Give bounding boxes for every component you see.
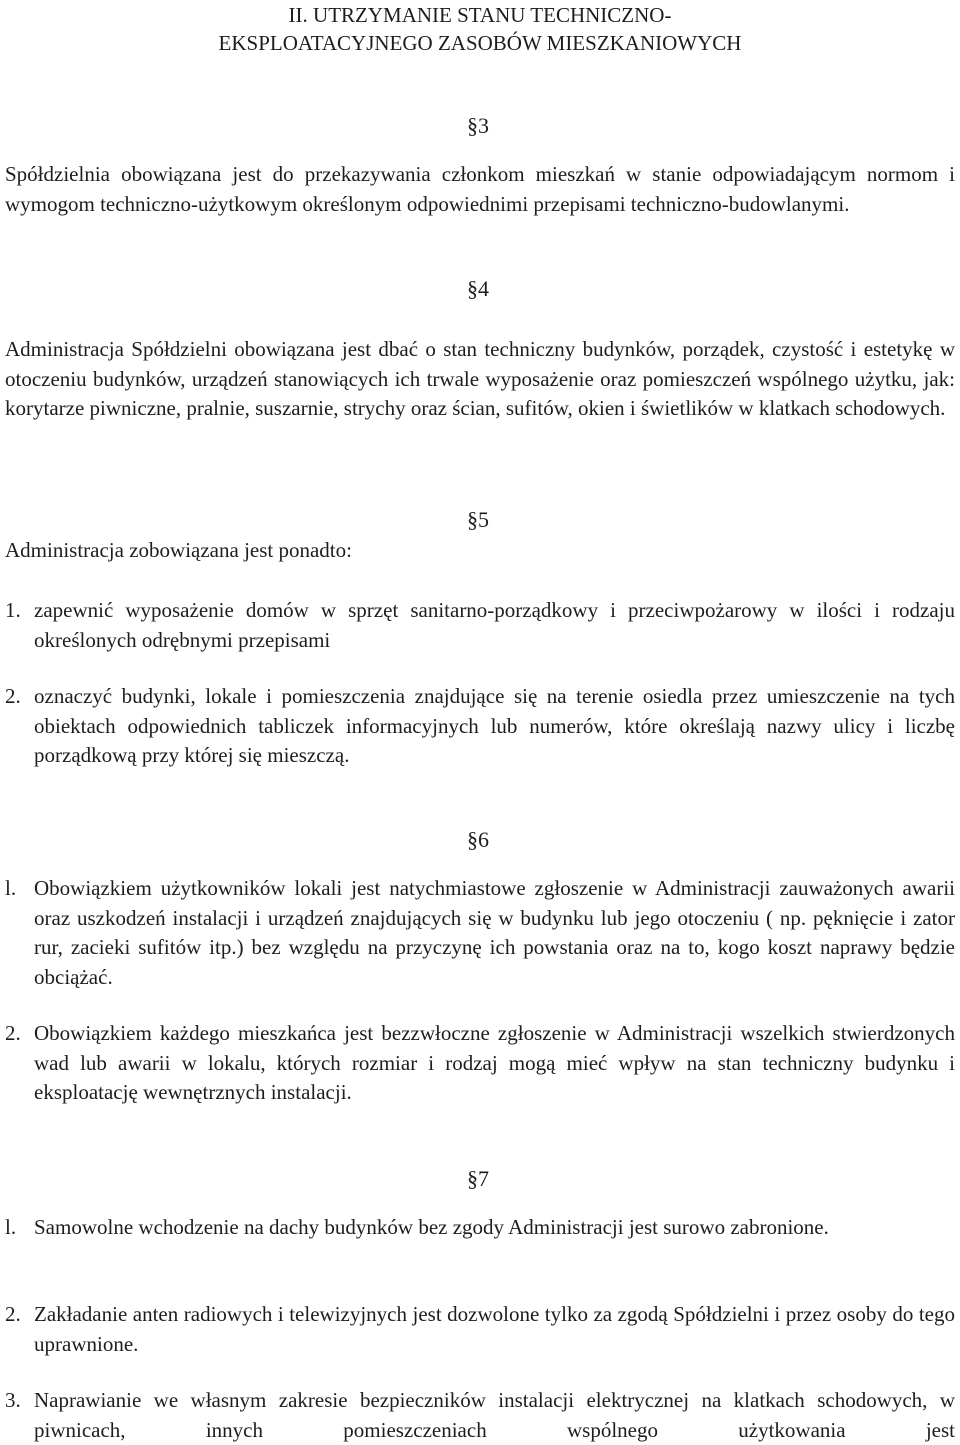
list-item-text: Naprawianie we własnym zakresie bezpieczników instalacji elektrycznej na klatkach schodowych, w piwnicach, innych pomieszczeniach wspólnego użytkowania jest <box>34 1388 955 1442</box>
list-item-text: Obowiązkiem każdego mieszkańca jest bezzwłoczne zgłoszenie w Administracji wszelkich stwierdzonych wad lub awarii w lokalu, których rozmiar i rodzaj mogą mieć wpływ na stan techniczny budynku i eksploatację wewnętrznych instalacji. <box>34 1021 955 1105</box>
section-5-item-2 <box>5 682 955 771</box>
chapter-title-line-2: EKSPLOATACYJNEGO ZASOBÓW MIESZKANIOWYCH <box>218 31 742 55</box>
section-7-item-1 <box>5 1213 955 1243</box>
list-item-text: Zakładanie anten radiowych i telewizyjnych jest dozwolone tylko za zgodą Spółdzielni i przez osoby do tego uprawnione. <box>34 1302 955 1356</box>
list-item-text: Samowolne wchodzenie na dachy budynków bez zgody Administracji jest surowo zabronione. <box>34 1215 829 1239</box>
list-item-number: 2. <box>5 1302 21 1326</box>
section-6-item-1 <box>5 874 955 992</box>
section-5-item-1 <box>5 596 955 655</box>
section-7-heading: §7 <box>467 1166 489 1191</box>
section-4-paragraph: Administracja Spółdzielni obowiązana jest dbać o stan techniczny budynków, porządek, czystość i estetykę w otoczeniu budynków, urządzeń stanowiących ich trwale wyposażenie oraz pomieszczeń wspólnego użytku, jak: korytarze piwniczne, pralnie, suszarnie, strychy oraz ścian, sufitów, okien i świetlików w klatkach schodowych. <box>5 337 955 421</box>
list-item-text: zapewnić wyposażenie domów w sprzęt sanitarno-porządkowy i przeciwpożarowy w ilości i rodzaju określonych odrębnymi przepisami <box>34 598 955 652</box>
section-6-heading: §6 <box>467 827 489 852</box>
list-item-text: oznaczyć budynki, lokale i pomieszczenia znajdujące się na terenie osiedla przez umieszczenie na tych obiektach odpowiednich tabliczek informacyjnych lub numerów, które określają nazwy ulicy i liczbę porządkową przy której się mieszczą. <box>34 684 955 768</box>
section-5-heading: §5 <box>467 507 489 532</box>
section-4-heading: §4 <box>467 276 489 301</box>
section-5-intro: Administracja zobowiązana jest ponadto: <box>5 538 352 562</box>
list-item-number: 2. <box>5 684 21 708</box>
section-7-item-2 <box>5 1300 955 1359</box>
chapter-title-line-1: II. UTRZYMANIE STANU TECHNICZNO- <box>288 3 672 27</box>
list-item-number: l. <box>5 1215 17 1239</box>
list-item-number: 3. <box>5 1388 21 1412</box>
list-item-number: 2. <box>5 1021 21 1045</box>
section-3-heading: §3 <box>467 113 489 138</box>
list-item-number: l. <box>5 876 17 900</box>
section-3-paragraph: Spółdzielnia obowiązana jest do przekazywania członkom mieszkań w stanie odpowiadającym normom i wymogom techniczno-użytkowym określonym odpowiednimi przepisami techniczno-budowlanymi. <box>5 162 955 216</box>
section-6-item-2 <box>5 1019 955 1108</box>
list-item-number: 1. <box>5 598 21 622</box>
list-item-text: Obowiązkiem użytkowników lokali jest natychmiastowe zgłoszenie w Administracji zauważonych awarii oraz uszkodzeń instalacji i urządzeń znajdujących się w budynku lub jego otoczeniu ( np. pęknięcie i zator rur, zacieki sufitów itp.) bez względu na przyczynę ich powstania oraz na to, kogo koszt naprawy będzie obciążać. <box>34 876 955 989</box>
section-7-item-3 <box>5 1386 955 1445</box>
